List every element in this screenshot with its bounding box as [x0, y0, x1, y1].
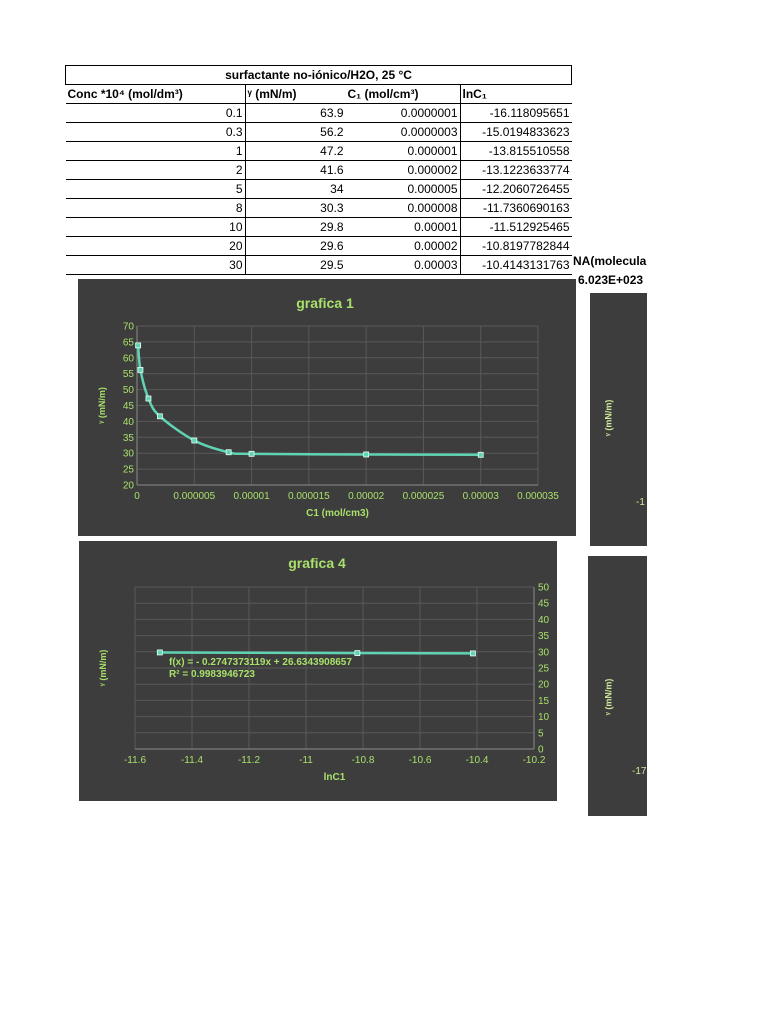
y-axis-title: ᵞ (mN/m) — [98, 649, 108, 687]
x-tick-label: -10.4 — [465, 755, 489, 766]
table-cell: 56.2 — [245, 123, 346, 142]
table-cell: 29.6 — [245, 237, 346, 256]
side-panel-2-tick: -17 — [632, 766, 647, 777]
y-tick-label: 70 — [122, 321, 134, 333]
y-tick-label: 40 — [538, 614, 550, 626]
na-label: NA(molecula — [573, 254, 647, 268]
data-point — [226, 450, 231, 455]
na-value: 6.023E+023 — [578, 273, 644, 287]
table-cell: 0.00002 — [346, 237, 461, 256]
table-row — [66, 180, 572, 199]
chart-title: grafica 1 — [296, 295, 354, 311]
y-tick-label: 45 — [122, 401, 134, 412]
table-body — [66, 104, 572, 275]
table-cell: -13.1223633774 — [460, 161, 572, 180]
y-tick-label: 50 — [538, 582, 550, 594]
table-row — [66, 237, 572, 256]
data-point — [146, 396, 151, 401]
x-tick-label: 0.00002 — [348, 491, 385, 502]
data-point — [364, 452, 369, 457]
table-cell: 0.000001 — [346, 142, 461, 161]
data-table — [65, 65, 572, 275]
side-panel-2-ylabel: ᵞ (mN/m) — [603, 678, 614, 716]
data-point — [157, 414, 162, 419]
table-title: surfactante no-iónico/H2O, 25 °C — [66, 66, 572, 85]
table-cell: 8 — [66, 199, 246, 218]
table-row — [66, 161, 572, 180]
y-axis-title: ᵞ (mN/m) — [97, 387, 107, 424]
table-cell: 0.00003 — [346, 256, 461, 275]
x-tick-label: -11.4 — [180, 755, 204, 766]
x-tick-label: 0.000035 — [517, 491, 559, 502]
table-row — [66, 123, 572, 142]
x-tick-label: 0.000025 — [402, 491, 445, 502]
x-axis-title: lnC1 — [323, 772, 346, 783]
side-chart-panel-2 — [588, 556, 647, 816]
chart-4-svg — [79, 541, 557, 801]
data-point — [470, 651, 475, 656]
table-cell: 0.000002 — [346, 161, 461, 180]
x-axis-title: C1 (mol/cm3) — [306, 508, 369, 519]
table-cell: 10 — [66, 218, 246, 237]
table-cell: -12.2060726455 — [460, 180, 572, 199]
y-tick-label: 15 — [538, 695, 550, 707]
y-tick-label: 35 — [538, 631, 550, 643]
header-conc: Conc *10⁴ (mol/dm³) — [66, 85, 246, 104]
chart-title: grafica 4 — [288, 555, 346, 571]
table-cell: 29.5 — [245, 256, 346, 275]
series-line — [138, 345, 481, 454]
y-tick-label: 45 — [538, 598, 550, 610]
x-tick-label: -11 — [299, 755, 313, 766]
table-cell: 1 — [66, 142, 246, 161]
y-tick-label: 25 — [538, 663, 550, 675]
table-cell: 0.00001 — [346, 218, 461, 237]
data-point — [138, 367, 143, 372]
data-point — [355, 651, 360, 656]
x-tick-label: -11.6 — [123, 755, 147, 766]
table-cell: 20 — [66, 237, 246, 256]
table-cell: 5 — [66, 180, 246, 199]
table-cell: 0.0000001 — [346, 104, 461, 123]
x-tick-label: -10.2 — [522, 755, 546, 766]
side-chart-panel-1 — [590, 293, 647, 546]
y-tick-label: 30 — [538, 647, 550, 659]
x-tick-label: -11.2 — [237, 755, 261, 766]
table-cell: 0.3 — [66, 123, 246, 142]
table-row — [66, 142, 572, 161]
data-point — [249, 451, 254, 456]
table-cell: -10.4143131763 — [460, 256, 572, 275]
header-lnc1: lnC₁ — [460, 85, 572, 104]
y-tick-label: 50 — [122, 385, 134, 397]
y-tick-label: 20 — [122, 480, 134, 492]
table-cell: 30.3 — [245, 199, 346, 218]
chart-1-svg — [78, 279, 576, 536]
table-cell: 30 — [66, 256, 246, 275]
chart-grafica-1 — [78, 279, 576, 536]
trendline-equation: R² = 0.9983946723 — [169, 669, 255, 680]
table-cell: -13.815510558 — [460, 142, 572, 161]
table-cell: 0.0000003 — [346, 123, 461, 142]
table-cell: -15.0194833623 — [460, 123, 572, 142]
x-tick-label: -10.6 — [408, 755, 432, 766]
table-cell: 2 — [66, 161, 246, 180]
data-point — [157, 650, 162, 655]
table-row — [66, 256, 572, 275]
data-point — [136, 343, 141, 348]
trendline-equation: f(x) = - 0.2747373119x + 26.6343908657 — [169, 657, 352, 668]
table-cell: 0.000005 — [346, 180, 461, 199]
side-panel-1-ylabel: ᵞ (mN/m) — [603, 399, 614, 437]
y-tick-label: 35 — [122, 432, 134, 444]
table-cell: 0.1 — [66, 104, 246, 123]
x-tick-label: -10.8 — [351, 755, 375, 766]
x-tick-label: 0.000005 — [173, 491, 216, 502]
y-tick-label: 60 — [122, 353, 134, 365]
y-tick-label: 20 — [538, 679, 550, 691]
x-tick-label: 0.00001 — [233, 491, 270, 502]
chart-grafica-4 — [79, 541, 557, 801]
y-tick-label: 55 — [122, 369, 134, 381]
table-cell: 63.9 — [245, 104, 346, 123]
table-cell: 34 — [245, 180, 346, 199]
table-cell: 0.000008 — [346, 199, 461, 218]
table-cell: 41.6 — [245, 161, 346, 180]
header-c1: C₁ (mol/cm³) — [346, 85, 461, 104]
table-cell: -11.512925465 — [460, 218, 572, 237]
x-tick-label: 0 — [134, 491, 140, 502]
y-tick-label: 0 — [538, 744, 544, 756]
y-tick-label: 40 — [122, 416, 134, 428]
x-tick-label: 0.00003 — [462, 491, 499, 502]
data-point — [478, 452, 483, 457]
y-tick-label: 10 — [538, 712, 550, 724]
y-tick-label: 25 — [122, 464, 134, 476]
header-gamma: ᵞ (mN/m) — [245, 85, 346, 104]
x-tick-label: 0.000015 — [287, 491, 330, 502]
table-row — [66, 199, 572, 218]
data-point — [192, 438, 197, 443]
y-tick-label: 30 — [122, 448, 134, 460]
y-tick-label: 65 — [122, 337, 134, 349]
table-row — [66, 104, 572, 123]
table-cell: 47.2 — [245, 142, 346, 161]
side-panel-1-tick: -1 — [636, 497, 645, 508]
table-cell: -10.8197782844 — [460, 237, 572, 256]
table-cell: 29.8 — [245, 218, 346, 237]
table-cell: -11.7360690163 — [460, 199, 572, 218]
table-row — [66, 218, 572, 237]
y-tick-label: 5 — [538, 728, 544, 740]
table-cell: -16.118095651 — [460, 104, 572, 123]
